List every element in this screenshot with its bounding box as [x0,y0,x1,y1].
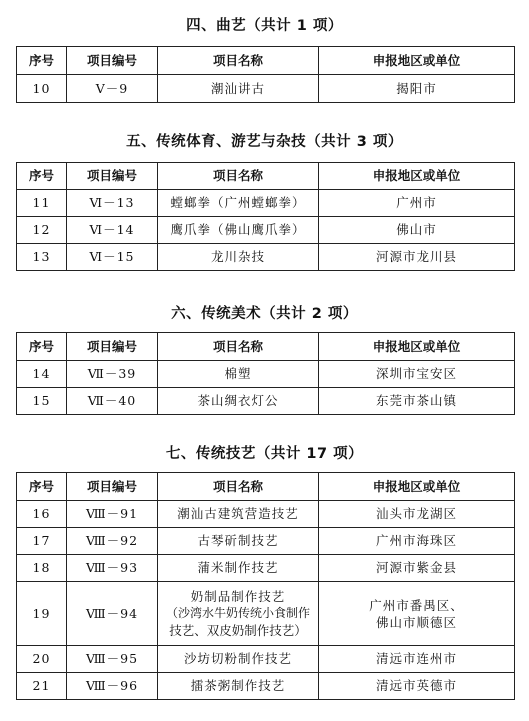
cell-no: 12 [17,217,67,244]
section-title-sports: 五、传统体育、游艺与杂技（共计 3 项） [126,134,403,150]
header-name: 项目名称 [158,473,319,501]
cell-region-line: 佛山市顺德区 [375,614,457,630]
cell-code: Ⅵ－14 [67,217,158,244]
cell-name: 蒲米制作技艺 [158,555,319,582]
header-code: 项目编号 [67,333,158,361]
header-no: 序号 [17,333,67,361]
cell-code: Ⅷ－95 [67,646,158,673]
cell-no: 13 [17,244,67,271]
cell-name: 鹰爪拳（佛山鹰爪拳） [158,217,319,244]
cell-region: 佛山市 [319,217,515,244]
cell-code: Ⅴ－9 [67,75,158,103]
cell-name [158,582,319,646]
cell-region: 深圳市宝安区 [319,361,515,388]
cell-region: 清远市连州市 [319,646,515,673]
header-region: 申报地区或单位 [319,47,515,75]
table-quyi [16,46,515,103]
header-code: 项目编号 [67,47,158,75]
cell-no: 17 [17,528,67,555]
table-header-row [17,333,515,361]
header-code: 项目编号 [67,163,158,190]
table-row [17,217,515,244]
cell-name: 古琴斫制技艺 [158,528,319,555]
cell-region: 东莞市茶山镇 [319,388,515,415]
table-row [17,361,515,388]
header-no: 序号 [17,163,67,190]
cell-name: 沙坊切粉制作技艺 [158,646,319,673]
cell-code: Ⅷ－91 [67,501,158,528]
cell-no: 20 [17,646,67,673]
header-name: 项目名称 [158,47,319,75]
table-row [17,555,515,582]
table-row [17,388,515,415]
cell-code: Ⅶ－40 [67,388,158,415]
table-craftsmanship [16,472,515,700]
cell-code: Ⅶ－39 [67,361,158,388]
cell-name: 龙川杂技 [158,244,319,271]
cell-no: 19 [17,582,67,646]
cell-name-line: （沙湾水牛奶传统小食制作 [165,606,310,620]
header-region: 申报地区或单位 [319,333,515,361]
header-region: 申报地区或单位 [319,473,515,501]
table-row [17,244,515,271]
cell-region: 清远市英德市 [319,673,515,700]
cell-region: 广州市 [319,190,515,217]
table-sports [16,162,515,271]
cell-region: 广州市海珠区 [319,528,515,555]
cell-name: 棉塑 [158,361,319,388]
cell-name-line: 奶制品制作技艺 [190,589,286,604]
cell-region: 河源市龙川县 [319,244,515,271]
cell-code: Ⅷ－96 [67,673,158,700]
header-name: 项目名称 [158,163,319,190]
cell-no: 16 [17,501,67,528]
cell-code: Ⅵ－15 [67,244,158,271]
header-code: 项目编号 [67,473,158,501]
cell-name: 螳螂拳（广州螳螂拳） [158,190,319,217]
header-region: 申报地区或单位 [319,163,515,190]
cell-region: 揭阳市 [319,75,515,103]
table-fine-arts [16,332,515,415]
cell-code: Ⅷ－92 [67,528,158,555]
header-name: 项目名称 [158,333,319,361]
section-title-fine-arts: 六、传统美术（共计 2 项） [171,306,358,322]
section-title-quyi: 四、曲艺（共计 1 项） [186,18,343,34]
table-row [17,673,515,700]
cell-name: 潮汕古建筑营造技艺 [158,501,319,528]
table-header-row [17,473,515,501]
cell-no: 21 [17,673,67,700]
cell-name: 擂茶粥制作技艺 [158,673,319,700]
table-header-row [17,163,515,190]
table-row [17,75,515,103]
cell-code: Ⅷ－93 [67,555,158,582]
section-title-craftsmanship: 七、传统技艺（共计 17 项） [165,446,364,462]
table-row [17,501,515,528]
cell-name-line: 技艺、双皮奶制作技艺） [169,623,307,638]
cell-no: 10 [17,75,67,103]
cell-no: 11 [17,190,67,217]
cell-region-line: 广州市番禺区、 [369,597,464,613]
cell-region [319,582,515,646]
cell-name: 潮汕讲古 [158,75,319,103]
cell-no: 18 [17,555,67,582]
table-row [17,528,515,555]
table-row [17,582,515,646]
cell-region: 河源市紫金县 [319,555,515,582]
cell-region: 汕头市龙湖区 [319,501,515,528]
header-no: 序号 [17,473,67,501]
cell-code: Ⅷ－94 [67,582,158,646]
cell-name: 茶山绸衣灯公 [158,388,319,415]
header-no: 序号 [17,47,67,75]
cell-no: 15 [17,388,67,415]
table-row [17,190,515,217]
cell-no: 14 [17,361,67,388]
cell-code: Ⅵ－13 [67,190,158,217]
table-row [17,646,515,673]
table-header-row [17,47,515,75]
